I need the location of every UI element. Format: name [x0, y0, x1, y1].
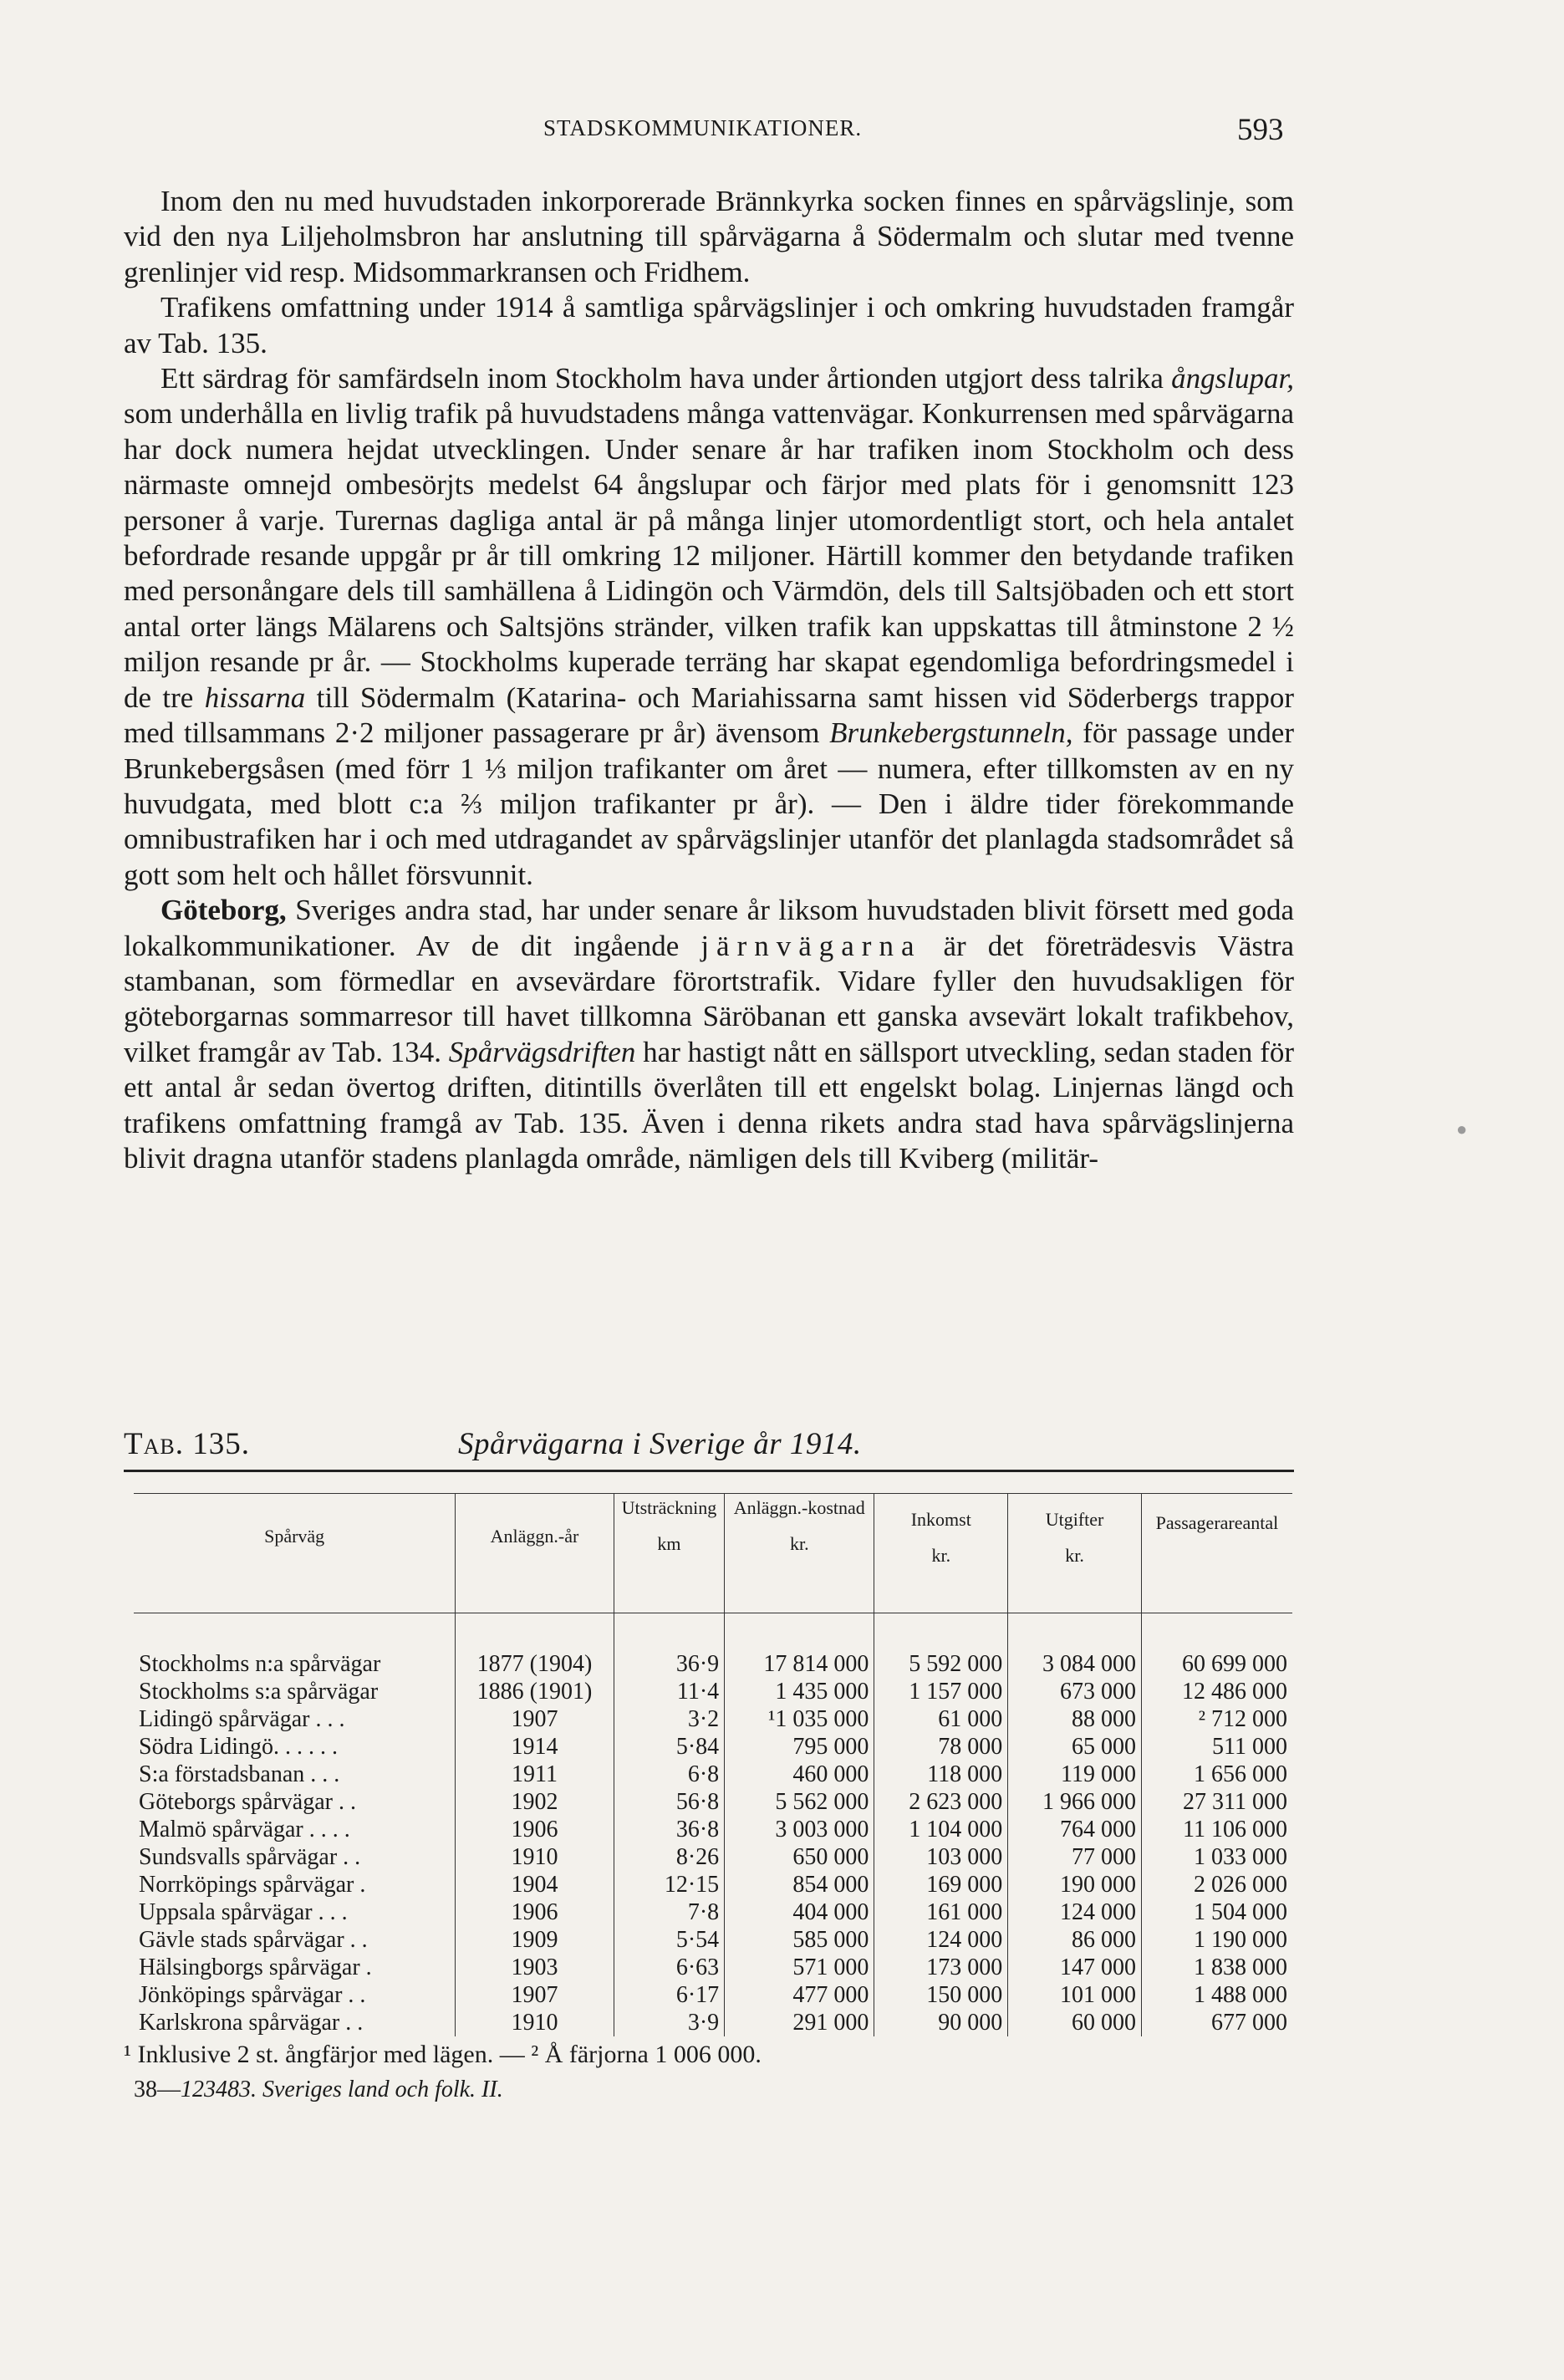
cell-year: 1902 — [456, 1788, 614, 1816]
table-row — [134, 1705, 1292, 1733]
header-utstrackning — [614, 1494, 724, 1613]
cell-year: 1904 — [456, 1871, 614, 1898]
cell-year: 1886 (1901) — [456, 1678, 614, 1705]
footnote-2: ² Å färjorna 1 006 000. — [531, 2041, 762, 2068]
cell-passengers: ² 712 000 — [1141, 1705, 1292, 1733]
cell-year: 1910 — [456, 2009, 614, 2036]
footnotes — [124, 2038, 1294, 2072]
text-run: för passage under Brunkebergsåsen (med förr 1 ⅓ miljon trafikanter om året — numera, efter tillkomsten av en ny huvudgata, med blott c:a ⅔ miljon trafikanter pr år). — Den i äldre tider förekommande omnibustrafiken har i och med utdragandet av spårvägslinjer utanför det planlagda stadsområdet så gott som helt och hållet försvunnit. — [124, 716, 1294, 891]
cell-expenses: 65 000 — [1008, 1733, 1142, 1761]
cell-length: 56·8 — [614, 1788, 724, 1816]
italic-term-hissarna: hissarna — [204, 680, 306, 714]
cell-passengers: 1 033 000 — [1141, 1843, 1292, 1871]
italic-term-sparvagsdriften: Spårvägsdriften — [448, 1035, 636, 1068]
footnote-1: ¹ Inklusive 2 st. ångfärjor med lägen. — [124, 2041, 494, 2068]
header-inkomst — [874, 1494, 1008, 1613]
cell-income: 103 000 — [874, 1843, 1008, 1871]
cell-income: 5 592 000 — [874, 1650, 1008, 1678]
table-row — [134, 1678, 1292, 1705]
cell-passengers: 1 488 000 — [1141, 1981, 1292, 2009]
header-anlaggn-kostnad — [725, 1494, 874, 1613]
printer-imprint — [134, 2077, 503, 2103]
header-passagerare — [1141, 1494, 1292, 1613]
cell-income: 150 000 — [874, 1981, 1008, 2009]
header-sparvag — [134, 1494, 456, 1613]
cell-income: 124 000 — [874, 1926, 1008, 1954]
cell-name: Gävle stads spårvägar . . — [139, 1927, 368, 1953]
cell-year: 1877 (1904) — [456, 1650, 614, 1678]
cell-cost: 650 000 — [725, 1843, 874, 1871]
header-text: Inkomst — [910, 1509, 971, 1530]
cell-name: Stockholms n:a spårvägar — [139, 1651, 381, 1677]
italic-term-brunkebergstunneln: Brunkebergstunneln, — [829, 716, 1073, 750]
header-text: Spårväg — [264, 1526, 325, 1547]
cell-expenses: 190 000 — [1008, 1871, 1142, 1898]
cell-expenses: 77 000 — [1008, 1843, 1142, 1871]
cell-length: 5·84 — [614, 1733, 724, 1761]
cell-income: 78 000 — [874, 1733, 1008, 1761]
cell-length: 11·4 — [614, 1678, 724, 1705]
header-text: Utsträckning — [621, 1497, 717, 1518]
text-run: till Södermalm (Katarina- och Mariahissarna samt hissen vid Söderbergs trappor med tillsammans 2·2 miljoner passagerare pr år) ävensom — [124, 680, 1295, 750]
cell-cost: 585 000 — [725, 1926, 874, 1954]
imprint-prefix: 38— — [134, 2077, 181, 2102]
table-row — [134, 1788, 1292, 1816]
paragraph-trafik-omfattning: Trafikens omfattning under 1914 å samtliga spårvägslinjer i och omkring huvudstaden framgår av Tab. 135. — [124, 291, 1294, 359]
cell-expenses: 119 000 — [1008, 1761, 1142, 1788]
tramway-table — [134, 1493, 1292, 2036]
cell-length: 8·26 — [614, 1843, 724, 1871]
header-text: Anläggn.-år — [490, 1526, 579, 1547]
table-label: Tab. 135. — [124, 1427, 250, 1461]
cell-year: 1910 — [456, 1843, 614, 1871]
cell-income: 90 000 — [874, 2009, 1008, 2036]
text-run: Ett särdrag för samfärdseln inom Stockholm hava under årtionden utgjort dess talrika — [160, 362, 1172, 395]
cell-passengers: 2 026 000 — [1141, 1871, 1292, 1898]
cell-name: Karlskrona spårvägar . . — [139, 2010, 364, 2036]
header-unit: kr. — [1065, 1545, 1084, 1566]
cell-length: 6·17 — [614, 1981, 724, 2009]
cell-income: 169 000 — [874, 1871, 1008, 1898]
cell-length: 12·15 — [614, 1871, 724, 1898]
cell-cost: 17 814 000 — [725, 1650, 874, 1678]
cell-name: Norrköpings spårvägar . — [139, 1872, 366, 1898]
cell-length: 7·8 — [614, 1898, 724, 1926]
caption-rule — [124, 1470, 1294, 1472]
page-number: 593 — [1237, 113, 1284, 147]
cell-expenses: 764 000 — [1008, 1816, 1142, 1843]
table-row — [134, 1733, 1292, 1761]
cell-length: 36·9 — [614, 1650, 724, 1678]
cell-passengers: 1 504 000 — [1141, 1898, 1292, 1926]
text-run: som underhålla en livlig trafik på huvudstadens många vattenvägar. Konkurrensen med spårvägarna har dock numera hejdat utvecklingen. Under senare år har trafiken inom Stockholm och dess närmaste omnejd ombesörjts medelst 64 ångslupar och färjor med plats för i genomsnitt 123 personer å varje. Turernas dagliga antal är på många linjer utomordentligt stort, och hela antalet befordrade resande uppgår pr år till omkring 12 miljoner. Härtill kommer den betydande trafiken med personångare dels till samhällena å Lidingön och Värmdön, dels till Saltsjöbaden och ett stort antal orter längs Mälarens och Saltsjöns stränder, vilken trafik kan uppskattas till åtminstone 2 ½ miljon resande pr år. — Stockholms kuperade terräng har skapat egendomliga befordringsmedel i de tre — [124, 397, 1294, 714]
cell-cost: 5 562 000 — [725, 1788, 874, 1816]
cell-length: 6·63 — [614, 1954, 724, 1981]
cell-passengers: 1 190 000 — [1141, 1926, 1292, 1954]
cell-cost: 3 003 000 — [725, 1816, 874, 1843]
cell-income: 173 000 — [874, 1954, 1008, 1981]
cell-cost: 795 000 — [725, 1733, 874, 1761]
cell-cost: 460 000 — [725, 1761, 874, 1788]
cell-income: 61 000 — [874, 1705, 1008, 1733]
table-row — [134, 1898, 1292, 1926]
cell-expenses: 147 000 — [1008, 1954, 1142, 1981]
cell-name: Malmö spårvägar . . . . — [139, 1817, 350, 1842]
cell-passengers: 27 311 000 — [1141, 1788, 1292, 1816]
cell-length: 6·8 — [614, 1761, 724, 1788]
cell-cost: 571 000 — [725, 1954, 874, 1981]
paragraph-goteborg — [124, 893, 1294, 1176]
table-row — [134, 1843, 1292, 1871]
cell-passengers: 677 000 — [1141, 2009, 1292, 2036]
table-row — [134, 1981, 1292, 2009]
cell-income: 118 000 — [874, 1761, 1008, 1788]
table-title: Spårvägarna i Sverige år 1914. — [458, 1427, 862, 1461]
cell-year: 1907 — [456, 1705, 614, 1733]
table-spacer-row — [134, 1613, 1292, 1651]
cell-expenses: 124 000 — [1008, 1898, 1142, 1926]
table-header-row — [134, 1494, 1292, 1613]
paragraph-angslupar — [124, 361, 1294, 893]
cell-expenses: 86 000 — [1008, 1926, 1142, 1954]
table-row — [134, 1761, 1292, 1788]
running-title: STADSKOMMUNIKATIONER. — [543, 115, 863, 140]
cell-cost: 1 435 000 — [725, 1678, 874, 1705]
cell-length: 36·8 — [614, 1816, 724, 1843]
cell-name: Sundsvalls spårvägar . . — [139, 1844, 361, 1870]
header-text: Passagerareantal — [1155, 1512, 1279, 1533]
cell-passengers: 511 000 — [1141, 1733, 1292, 1761]
cell-year: 1909 — [456, 1926, 614, 1954]
cell-name: Stockholms s:a spårvägar — [139, 1679, 379, 1705]
cell-year: 1906 — [456, 1816, 614, 1843]
text-run: Sveriges andra stad, har under senare år liksom huvudstaden blivit försett med goda lokalkommunikationer. Av de dit ingående — [124, 894, 1294, 962]
paragraph-brannkyrka: Inom den nu med huvudstaden inkorporerade Brännkyrka socken finnes en spårvägslinje, som vid den nya Liljeholmsbron har anslutning till spårvägarna å Södermalm och slutar med tvenne grenlinjer vid resp. Midsommarkransen och Fridhem. — [124, 185, 1294, 288]
cell-length: 5·54 — [614, 1926, 724, 1954]
cell-passengers: 11 106 000 — [1141, 1816, 1292, 1843]
cell-name: Jönköpings spårvägar . . — [139, 1982, 366, 2008]
table-row — [134, 2009, 1292, 2036]
text-run: är det företrädesvis Västra stambanan, som förmedlar en avsevärdare förortstrafik. Vidare fyller den huvudsakligen för göteborgarnas sommarresor till havet tillkomna Säröbanan ett ganska avsevärt lokalt trafikbehov, vilket framgår av Tab. 134. — [124, 929, 1294, 1068]
table-row — [134, 1954, 1292, 1981]
margin-mark: ● — [1456, 1119, 1468, 1139]
table-caption — [124, 1426, 1294, 1465]
header-text: Utgifter — [1045, 1509, 1104, 1530]
cell-length: 3·9 — [614, 2009, 724, 2036]
cell-cost: ¹1 035 000 — [725, 1705, 874, 1733]
header-text: Anläggn.-kostnad — [733, 1497, 865, 1518]
table-row — [134, 1926, 1292, 1954]
cell-passengers: 60 699 000 — [1141, 1650, 1292, 1678]
cell-year: 1914 — [456, 1733, 614, 1761]
cell-year: 1903 — [456, 1954, 614, 1981]
cell-passengers: 1 656 000 — [1141, 1761, 1292, 1788]
footnote-separator: — — [493, 2041, 532, 2068]
cell-income: 1 104 000 — [874, 1816, 1008, 1843]
cell-cost: 854 000 — [725, 1871, 874, 1898]
cell-year: 1906 — [456, 1898, 614, 1926]
cell-passengers: 12 486 000 — [1141, 1678, 1292, 1705]
cell-year: 1907 — [456, 1981, 614, 2009]
italic-term-angslupar: ångslupar, — [1171, 362, 1294, 395]
cell-expenses: 673 000 — [1008, 1678, 1142, 1705]
header-unit: kr. — [931, 1545, 951, 1566]
header-utgifter — [1008, 1494, 1142, 1613]
header-unit: kr. — [789, 1533, 809, 1554]
bold-term-goteborg: Göteborg, — [160, 894, 287, 927]
cell-income: 161 000 — [874, 1898, 1008, 1926]
table-row — [134, 1816, 1292, 1843]
header-unit: km — [657, 1533, 681, 1554]
cell-cost: 404 000 — [725, 1898, 874, 1926]
cell-name: S:a förstadsbanan . . . — [139, 1761, 340, 1787]
cell-expenses: 101 000 — [1008, 1981, 1142, 2009]
spaced-term-jarnvagarna: järnvägarna — [700, 929, 922, 962]
imprint-text: 123483. Sveriges land och folk. II. — [181, 2077, 503, 2102]
cell-name: Lidingö spårvägar . . . — [139, 1706, 345, 1732]
table-row — [134, 1871, 1292, 1898]
body-text — [124, 184, 1294, 1176]
cell-expenses: 60 000 — [1008, 2009, 1142, 2036]
cell-name: Göteborgs spårvägar . . — [139, 1789, 356, 1815]
cell-income: 2 623 000 — [874, 1788, 1008, 1816]
cell-expenses: 1 966 000 — [1008, 1788, 1142, 1816]
cell-income: 1 157 000 — [874, 1678, 1008, 1705]
header-anlaggn-ar — [456, 1494, 614, 1613]
cell-cost: 477 000 — [725, 1981, 874, 2009]
running-head — [0, 115, 1564, 149]
cell-name: Hälsingborgs spårvägar . — [139, 1954, 372, 1980]
cell-passengers: 1 838 000 — [1141, 1954, 1292, 1981]
text-run: har hastigt nått en sällsport utveckling, sedan staden för ett antal år sedan övertog driften, ditintills överlåten till ett engelskt bolag. Linjernas längd och trafikens omfattning framgå av Tab. 135. Även i denna rikets andra stad hava spårvägslinjerna blivit dragna utanför stadens planlagda område, nämligen dels till Kviberg (militär- — [124, 1035, 1295, 1175]
cell-name: Södra Lidingö. . . . . . — [139, 1734, 338, 1760]
cell-expenses: 3 084 000 — [1008, 1650, 1142, 1678]
cell-cost: 291 000 — [725, 2009, 874, 2036]
cell-expenses: 88 000 — [1008, 1705, 1142, 1733]
cell-length: 3·2 — [614, 1705, 724, 1733]
table-row — [134, 1650, 1292, 1678]
cell-year: 1911 — [456, 1761, 614, 1788]
cell-name: Uppsala spårvägar . . . — [139, 1899, 348, 1925]
